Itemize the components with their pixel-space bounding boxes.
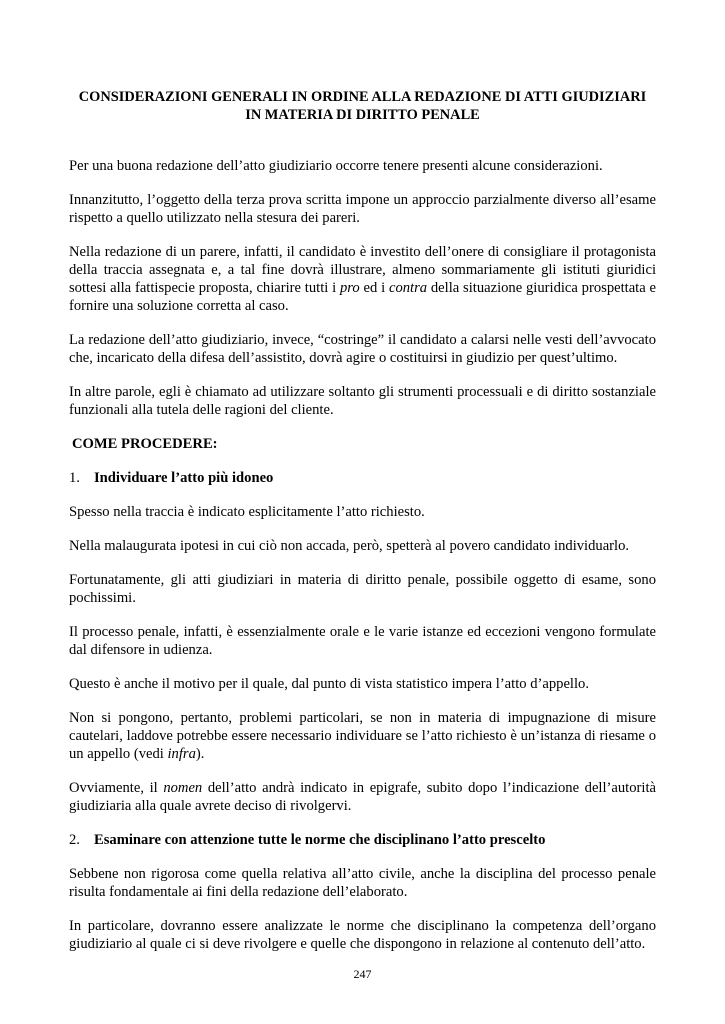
heading-come-procedere: COME PROCEDERE: [72, 436, 218, 452]
page-number: 247 [353, 967, 372, 981]
paragraph-12-part-b: dell’atto andrà indicato in epigrafe, subito dopo l’indicazione dell’autorità giudiziaria alla quale avrete deciso di rivolgervi. [69, 780, 656, 814]
paragraph-6: Spesso nella traccia è indicato esplicitamente l’atto richiesto. [69, 504, 425, 520]
paragraph-3-part-b: ed i [359, 280, 389, 296]
title-line-1: CONSIDERAZIONI GENERALI IN ORDINE ALLA REDAZIONE DI ATTI GIUDIZIARI [78, 89, 647, 105]
paragraph-4: La redazione dell’atto giudiziario, invece, “costringe” il candidato a calarsi nelle vesti dell’avvocato che, incaricato della difesa dell’assistito, dovrà agire o costituirsi in giudizio per quest’ultimo. [69, 332, 656, 366]
paragraph-11 [69, 709, 656, 763]
paragraph-11-infra: infra [167, 746, 196, 762]
section-2-heading [69, 831, 656, 849]
paragraph-9: Il processo penale, infatti, è essenzialmente orale e le varie istanze ed eccezioni vengono formulate dal difensore in udienza. [69, 624, 656, 658]
paragraph-5: In altre parole, egli è chiamato ad utilizzare soltanto gli strumenti processuali e di diritto sostanziale funzionali alla tutela delle ragioni del cliente. [69, 384, 656, 418]
paragraph-12 [69, 779, 656, 815]
paragraph-11-part-b: ). [195, 746, 205, 762]
page-content [69, 88, 656, 953]
paragraph-2: Innanzitutto, l’oggetto della terza prova scritta impone un approccio parzialmente diverso all’esame rispetto a quello utilizzato nella stesura dei pareri. [69, 192, 656, 226]
section-2-number: 2. [69, 832, 80, 848]
paragraph-11-part-a: Non si pongono, pertanto, problemi particolari, se non in materia di impugnazione di misure cautelari, laddove potrebbe essere necessario individuare se l’atto richiesto è un’istanza di riesame o un appello (vedi [69, 710, 656, 762]
paragraph-7: Nella malaugurata ipotesi in cui ciò non accada, però, spetterà al povero candidato individuarlo. [69, 538, 630, 554]
section-1-title: Individuare l’atto più idoneo [94, 470, 274, 486]
paragraph-3-contra: contra [388, 280, 428, 296]
paragraph-8: Fortunatamente, gli atti giudiziari in materia di diritto penale, possibile oggetto di esame, sono pochissimi. [69, 572, 656, 606]
section-1-number: 1. [69, 470, 80, 486]
title-line-2: IN MATERIA DI DIRITTO PENALE [245, 107, 480, 123]
section-1-heading [69, 469, 656, 487]
paragraph-14: In particolare, dovranno essere analizzate le norme che disciplinano la competenza dell’organo giudiziario al quale ci si deve rivolgere e quelle che dispongono in relazione al contenuto dell’atto. [69, 918, 656, 952]
section-2-title: Esaminare con attenzione tutte le norme che disciplinano l’atto prescelto [94, 832, 546, 848]
paragraph-3-part-a: Nella redazione di un parere, infatti, il candidato è investito dell’onere di consigliare il protagonista della traccia assegnata e, a tal fine dovrà illustrare, almeno sommariamente gli istituti giuridici sottesi alla fattispecie proposta, chiarire tutti i [69, 244, 656, 296]
paragraph-intro: Per una buona redazione dell’atto giudiziario occorre tenere presenti alcune considerazioni. [69, 158, 603, 174]
paragraph-3 [69, 243, 656, 315]
paragraph-12-nomen: nomen [163, 780, 203, 796]
paragraph-10: Questo è anche il motivo per il quale, dal punto di vista statistico impera l’atto d’appello. [69, 676, 589, 692]
paragraph-3-part-c: della situazione giuridica prospettata e fornire una soluzione corretta al caso. [69, 280, 656, 314]
paragraph-13: Sebbene non rigorosa come quella relativa all’atto civile, anche la disciplina del processo penale risulta fondamentale ai fini della redazione dell’elaborato. [69, 866, 656, 900]
paragraph-12-part-a: Ovviamente, il [69, 780, 164, 796]
document-title [69, 88, 656, 124]
paragraph-3-pro: pro [339, 280, 360, 296]
